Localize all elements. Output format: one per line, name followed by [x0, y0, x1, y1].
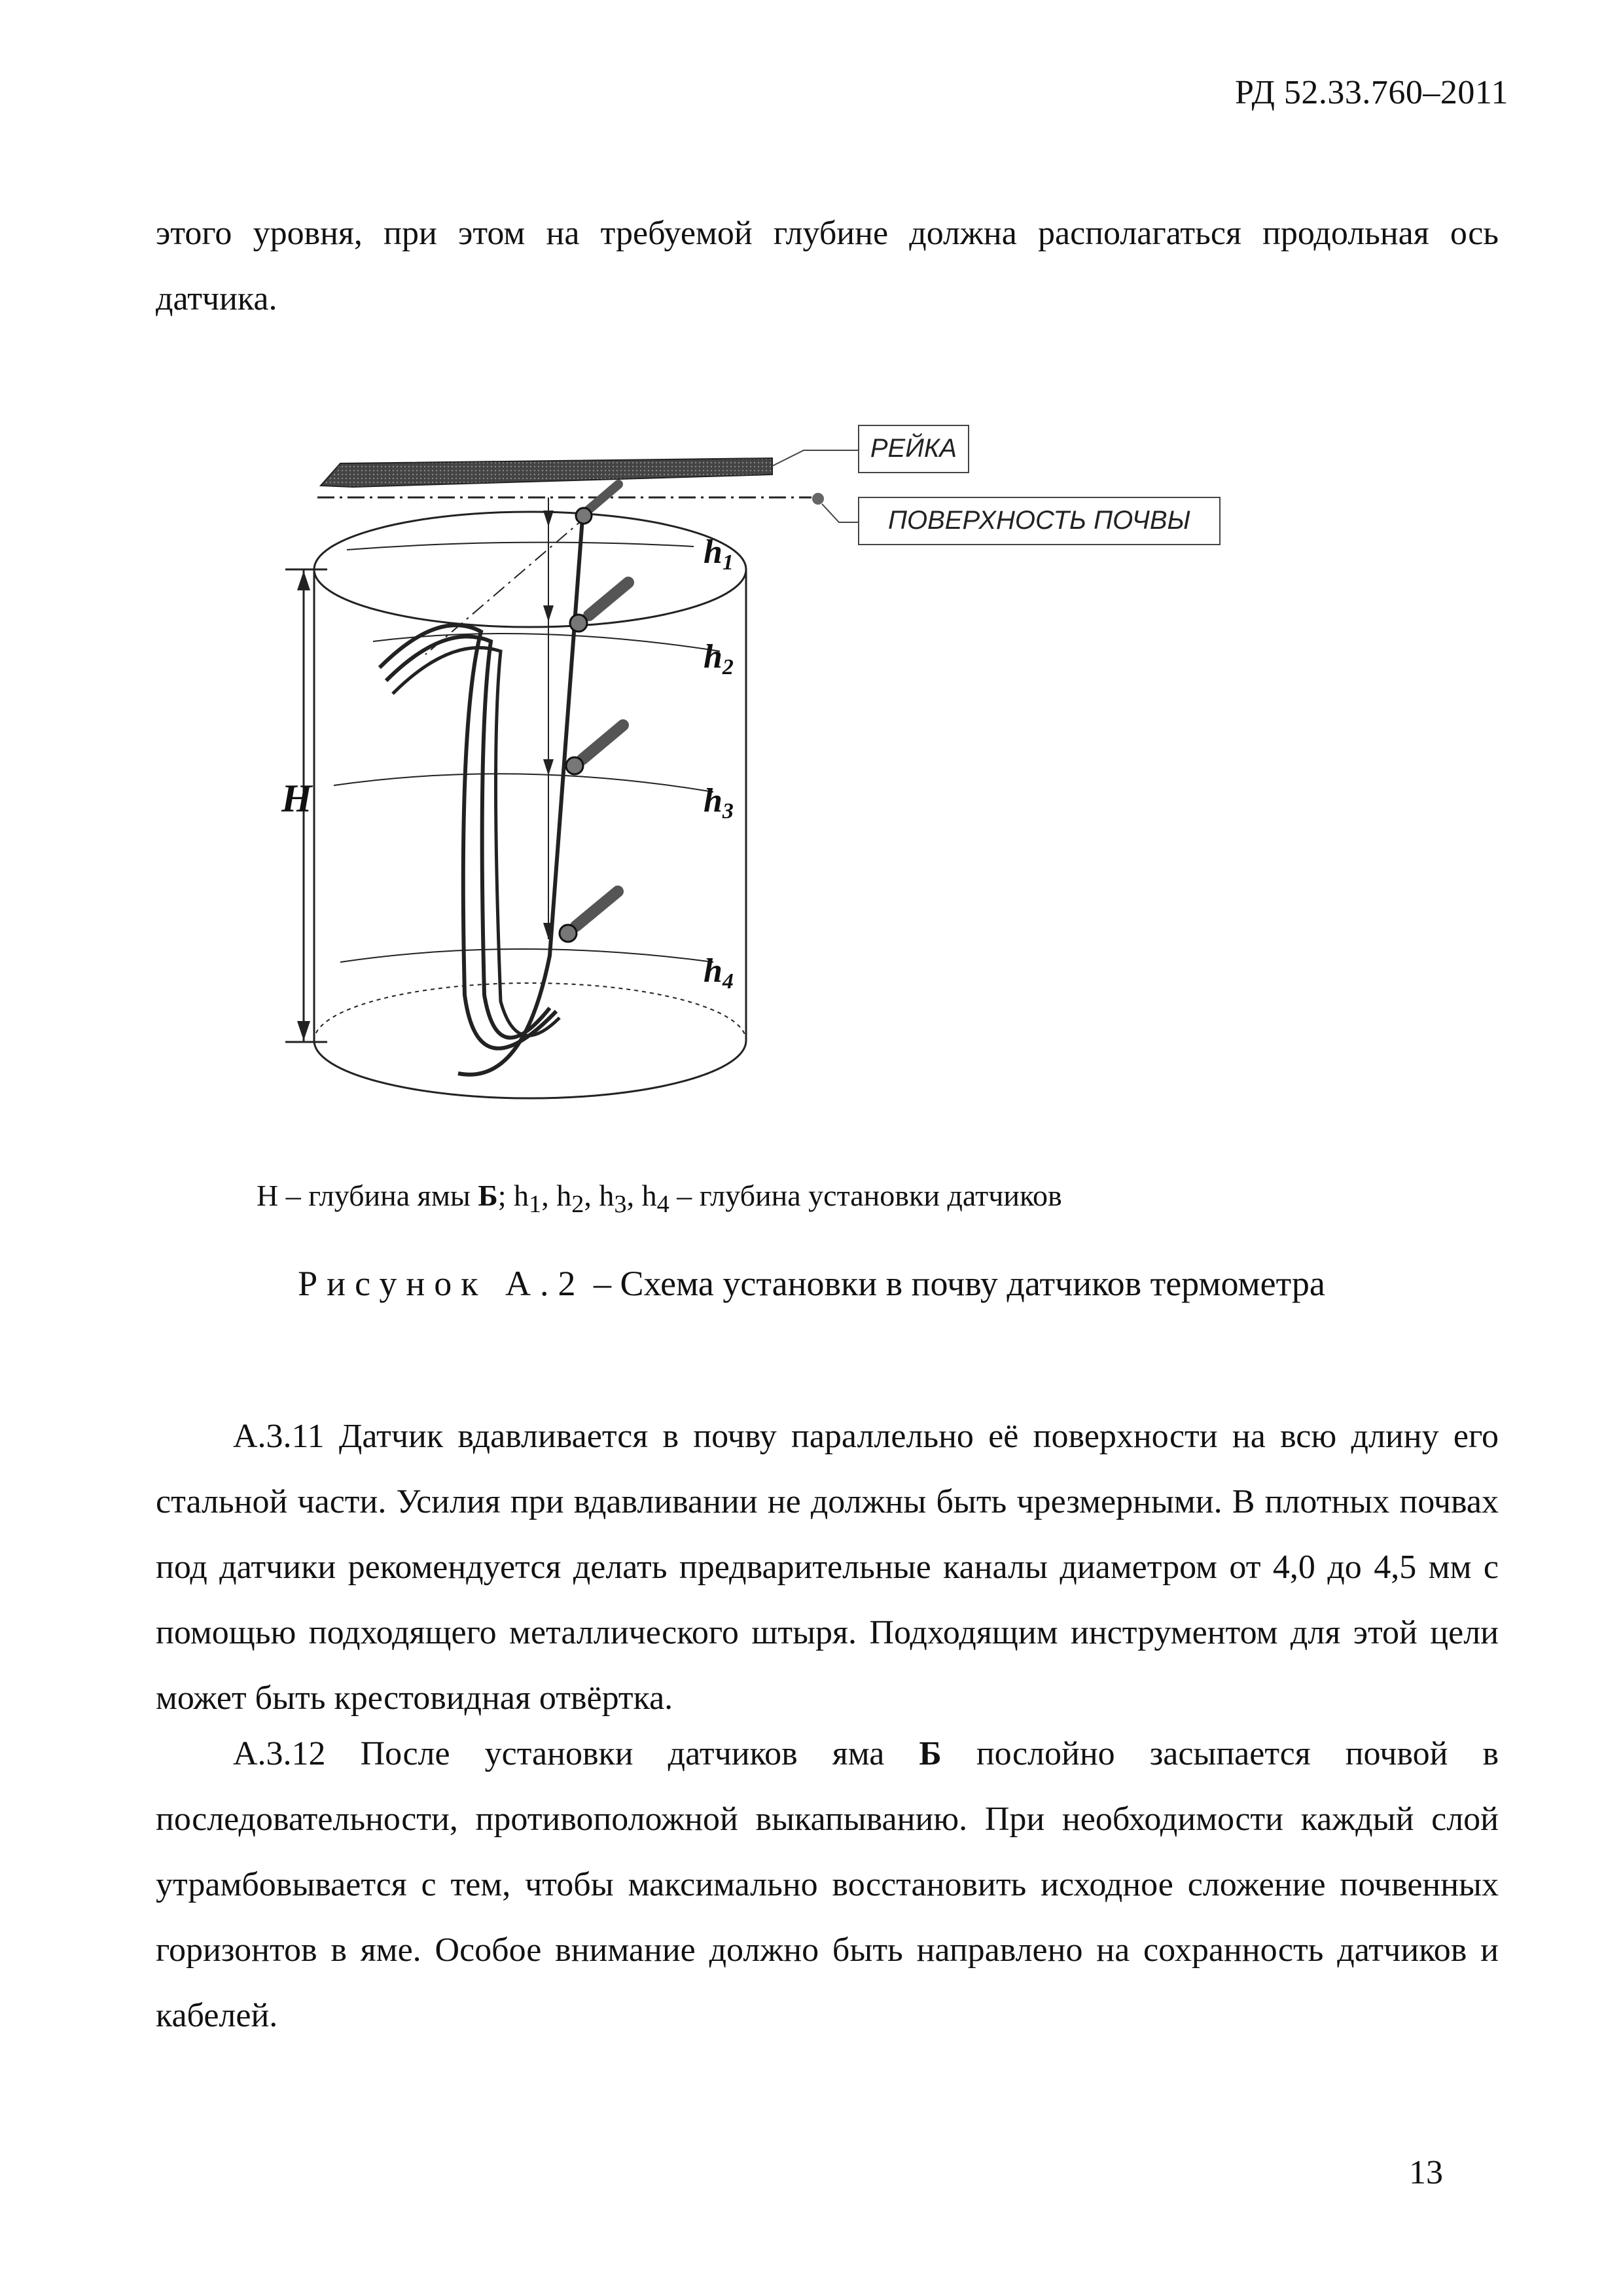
sensor-2 — [570, 615, 587, 632]
level-line-1 — [347, 543, 694, 550]
figure-caption-text: – Схема установки в почву датчиков термометра — [584, 1264, 1325, 1303]
measure-arrow-h2 — [543, 605, 554, 622]
depth-arrow-bottom — [297, 1021, 310, 1041]
soil-surface-label: ПОВЕРХНОСТЬ ПОЧВЫ — [888, 506, 1190, 535]
depth-arrow-top — [297, 571, 310, 590]
page-number: 13 — [1409, 2154, 1443, 2191]
measure-arrow-h1 — [543, 511, 554, 527]
rail-label: РЕЙКА — [870, 434, 957, 463]
diagram-svg — [242, 406, 1270, 1172]
sensor-installation-diagram — [242, 406, 1270, 1172]
figure-caption-prefix: Рисунок А.2 — [298, 1264, 585, 1303]
level-line-4 — [340, 949, 713, 962]
depth-label-h3: h3 — [704, 782, 734, 823]
figure-legend: H – глубина ямы Б; $h_1$, $h_2$, $h_3$, $h_4$ – глубина установки датчиков — [257, 1179, 1062, 1219]
depth-label-h1: h1 — [704, 533, 734, 575]
surface-leader — [822, 504, 859, 522]
sensor-rod-2 — [589, 583, 628, 615]
cable-loop-2 — [380, 625, 556, 1049]
depth-label-h4: h4 — [704, 952, 734, 994]
figure-caption — [0, 1263, 1623, 1304]
cable-loop-1 — [386, 637, 550, 1038]
paragraph-a3-11: А.3.11 Датчик вдавливается в почву параллельно её поверхности на всю длину его стальной части. Усилия при вдавливании не должны быть чрезмерными. В плотных почвах под датчики рекомендуется делать предварительные каналы диаметром от 4,0 до 4,5 мм с помощью подходящего металлического штыря. Подходящим инструментом для этой цели может быть крестовидная отвёртка. — [156, 1418, 1499, 1717]
depth-label-h2: h2 — [704, 638, 734, 679]
document-id-header: РД 52.33.760–2011 — [1234, 74, 1508, 111]
rail-leader — [772, 450, 859, 466]
paragraph-a3-12: А.3.12 После установки датчиков яма Б послойно засыпается почвой в последовательности, противоположной выкапыванию. При необходимости каждый слой утрамбовывается с тем, чтобы максимально восстановить исходное сложение почвенных горизонтов в яме. Особое внимание должно быть направлено на сохранность датчиков и кабелей. — [156, 1735, 1499, 2034]
surface-marker-dot — [812, 493, 824, 505]
sensor-1 — [576, 508, 592, 524]
sensor-cable — [458, 518, 582, 1075]
measure-arrow-h3 — [543, 759, 554, 776]
sensor-rod-4 — [576, 891, 618, 926]
depth-h-label: H — [281, 777, 312, 820]
sensor-4 — [560, 925, 577, 942]
paragraph-intro: этого уровня, при этом на требуемой глубине должна располагаться продольная ось датчика. — [156, 215, 1499, 317]
cylinder-bottom-back — [314, 983, 746, 1041]
sensor-rod-3 — [582, 725, 623, 759]
rail-bar — [321, 458, 772, 487]
level-line-3 — [334, 774, 713, 792]
cylinder-top-ellipse — [314, 512, 746, 627]
cable-loop-3 — [393, 648, 560, 1036]
sensor-3 — [566, 757, 583, 774]
cylinder-bottom-front — [314, 1041, 746, 1098]
